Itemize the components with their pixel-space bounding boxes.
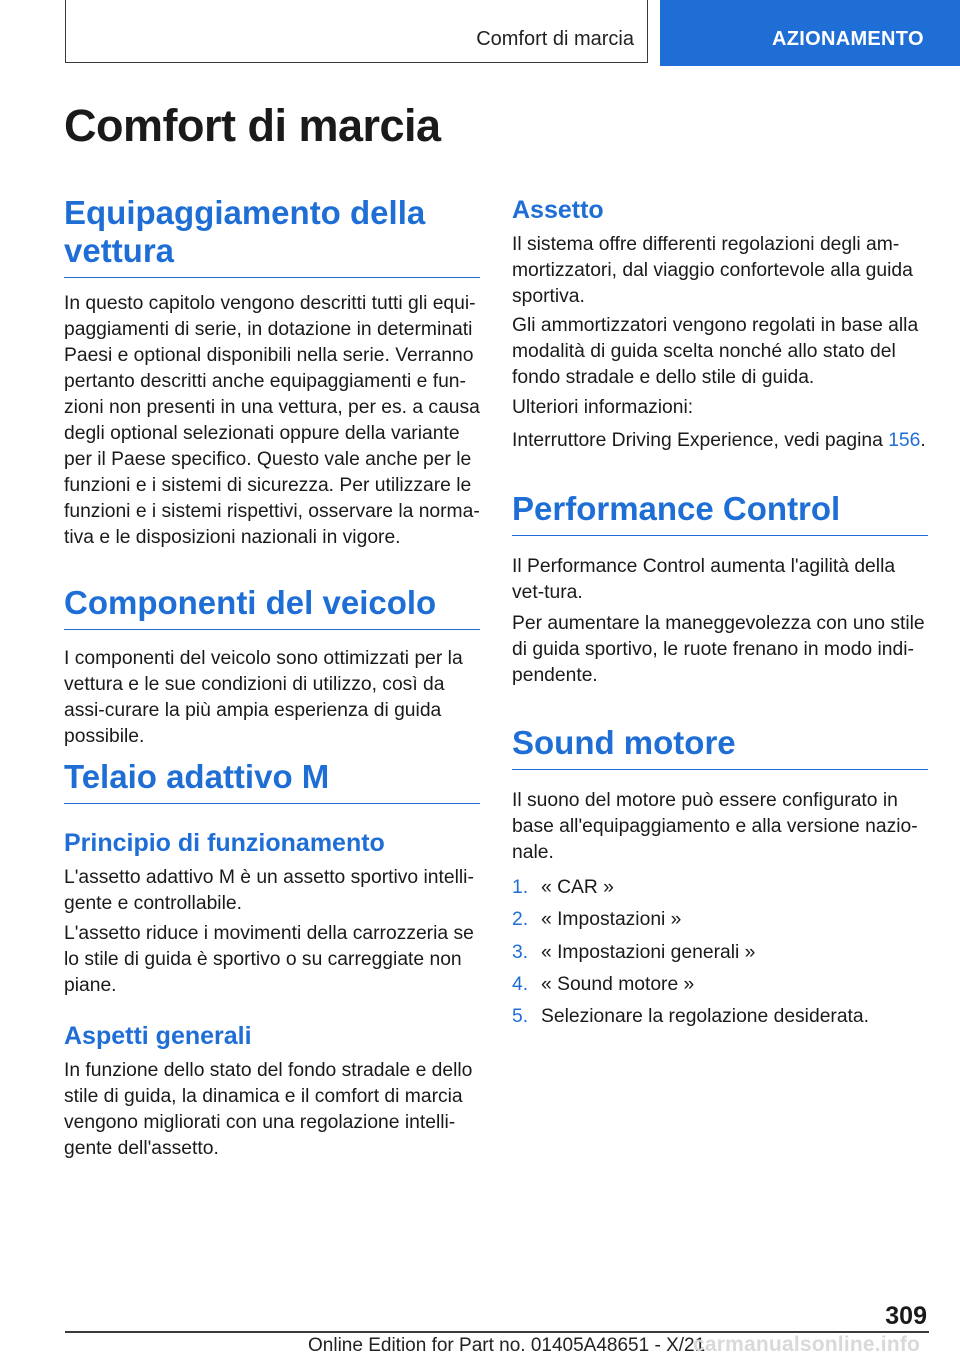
heading-componenti: Componenti del veicolo — [64, 584, 480, 630]
heading-telaio: Telaio adattivo M — [64, 758, 480, 804]
sound-steps-list — [512, 875, 928, 1036]
paragraph-performance-1: Il Performance Control aumenta l'agilità della vet-tura. — [512, 556, 896, 603]
paragraph-performance-2: Per aumentare la maneggevolezza con uno stile di guida sportivo, le ruote frenano in modo indi-pendente. — [512, 613, 925, 686]
step-number: 2. — [512, 909, 529, 931]
header-chapter-label: AZIONAMENTO — [772, 28, 924, 50]
page-number: 309 — [885, 1302, 927, 1330]
paragraph-equipaggiamento: In questo capitolo vengono descritti tutti gli equi-paggiamenti di serie, in dotazione in determinati Paesi e optional disponibili nella serie. Verranno pertanto descritti anche equipaggiamenti e fun-zioni non presenti in una vettura, per es. a causa degli optional selezionati oppure della variante per il Paese specifico. Questo vale anche per le funzioni e i sistemi di sicurezza. Per utilizzare le funzioni e i sistemi rispettivi, osservare la norma-tiva e le disposizioni nazionali in vigore. — [64, 293, 480, 548]
page-reference-link[interactable]: 156 — [888, 430, 921, 451]
paragraph-sound: Il suono del motore può essere configurato in base all'equipaggiamento e alla versione nazio-nale. — [512, 790, 918, 863]
list-item — [512, 940, 928, 972]
step-number: 1. — [512, 877, 529, 898]
paragraph-componenti: I componenti del veicolo sono ottimizzati per la vettura e le sue condizioni di utilizzo, così da assi-curare la più ampia esperienza di guida possibile. — [64, 648, 463, 747]
heading-aspetti: Aspetti generali — [64, 1022, 252, 1050]
header-chapter-tab — [660, 0, 960, 66]
step-text: « Sound motore » — [541, 973, 695, 995]
step-text: « CAR » — [541, 877, 614, 898]
heading-assetto: Assetto — [512, 196, 604, 224]
step-text: « Impostazioni generali » — [541, 941, 756, 963]
paragraph-assetto-1: Il sistema offre differenti regolazioni degli am-mortizzatori, dal viaggio confortevole alla guida sportiva. — [512, 234, 913, 307]
paragraph-assetto-4: Interruttore Driving Experience, vedi pagina 156. — [512, 430, 926, 451]
heading-sound: Sound motore — [512, 724, 928, 770]
heading-principio: Principio di funzionamento — [64, 829, 385, 857]
heading-equipaggiamento: Equipaggiamento della vettura — [64, 194, 480, 278]
paragraph-assetto-2: Gli ammortizzatori vengono regolati in base alla modalità di guida scelta nonché allo stato del fondo stradale e dello stile di guida. — [512, 315, 919, 388]
list-item — [512, 907, 928, 939]
assetto-ref-text: Interruttore Driving Experience, vedi pagina — [512, 430, 883, 451]
paragraph-aspetti: In funzione dello stato del fondo stradale e dello stile di guida, la dinamica e il comfort di marcia vengono migliorati con una regolazione intelli-gente dell'assetto. — [64, 1060, 473, 1159]
step-number: 4. — [512, 973, 529, 995]
paragraph-principio-1: L'assetto adattivo M è un assetto sportivo intelli-gente e controllabile. — [64, 867, 474, 914]
header-section-title: Comfort di marcia — [476, 28, 634, 50]
step-text: « Impostazioni » — [541, 909, 682, 931]
paragraph-principio-2: L'assetto riduce i movimenti della carrozzeria se lo stile di guida è sportivo o su carreggiate non piane. — [64, 923, 474, 996]
list-item — [512, 972, 928, 1004]
heading-performance: Performance Control — [512, 490, 928, 536]
paragraph-assetto-3: Ulteriori informazioni: — [512, 397, 694, 418]
watermark: carmanualsonline.info — [693, 1333, 921, 1356]
step-number: 5. — [512, 1006, 529, 1028]
list-item — [512, 1004, 928, 1036]
list-item — [512, 875, 928, 907]
footer-edition: Online Edition for Part no. 01405A48651 - X/21 — [308, 1335, 706, 1356]
step-text: Selezionare la regolazione desiderata. — [541, 1006, 869, 1028]
page-title: Comfort di marcia — [64, 100, 441, 151]
step-number: 3. — [512, 941, 529, 963]
